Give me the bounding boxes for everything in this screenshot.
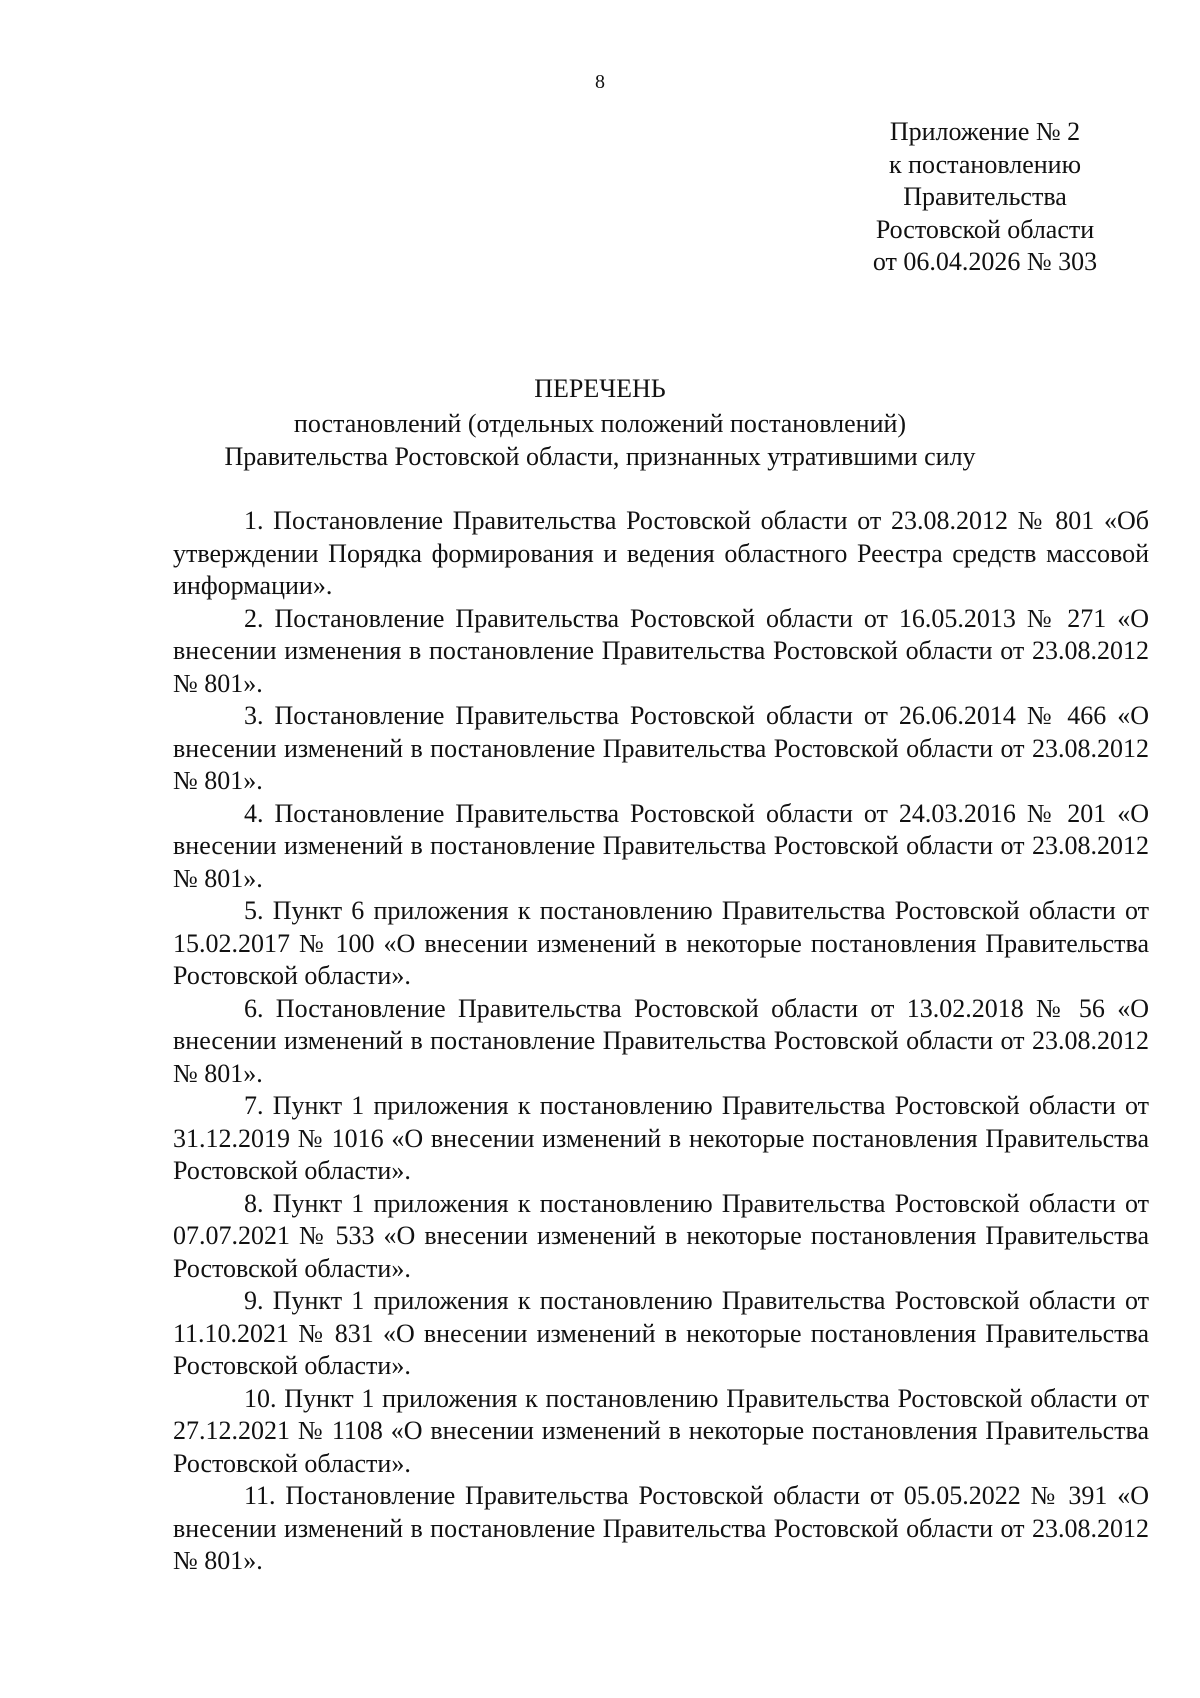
subtitle-line: постановлений (отдельных положений постановлений) [293,409,907,438]
list-item: 8. Пункт 1 приложения к постановлению Правительства Ростовской области от 07.07.2021 № 533 «О внесении изменений в некоторые постановления Правительства Ростовской области». [173,1188,1149,1283]
appendix-line: Приложение № 2 [889,117,1081,146]
subtitle-line: Правительства Ростовской области, признанных утратившими силу [224,441,976,471]
list-item: 4. Постановление Правительства Ростовской области от 24.03.2016 № 201 «О внесении изменений в постановление Правительства Ростовской области от 23.08.2012 № 801». [173,798,1149,893]
document-title: ПЕРЕЧЕНЬ [534,374,666,403]
appendix-line: от 06.04.2026 № 303 [872,247,1098,276]
resolution-list [173,505,1149,1578]
page-number: 8 [595,71,605,93]
document-subtitle [0,408,1200,473]
appendix-header [820,116,1150,279]
list-item: 10. Пункт 1 приложения к постановлению Правительства Ростовской области от 27.12.2021 № 1108 «О внесении изменений в некоторые постановления Правительства Ростовской области». [173,1383,1149,1478]
list-item: 1. Постановление Правительства Ростовской области от 23.08.2012 № 801 «Об утверждении Порядка формирования и ведения областного Реестра средств массовой информации». [173,506,1149,600]
appendix-line: Ростовской области [875,214,1095,244]
list-item: 2. Постановление Правительства Ростовской области от 16.05.2013 № 271 «О внесении изменения в постановление Правительства Ростовской области от 23.08.2012 № 801». [173,603,1149,698]
list-item: 3. Постановление Правительства Ростовской области от 26.06.2014 № 466 «О внесении изменений в постановление Правительства Ростовской области от 23.08.2012 № 801». [173,701,1149,795]
list-item: 6. Постановление Правительства Ростовской области от 13.02.2018 № 56 «О внесении изменений в постановление Правительства Ростовской области от 23.08.2012 № 801». [173,993,1149,1088]
appendix-line: к постановлению [888,149,1082,179]
list-item: 7. Пункт 1 приложения к постановлению Правительства Ростовской области от 31.12.2019 № 1016 «О внесении изменений в некоторые постановления Правительства Ростовской области». [173,1091,1149,1185]
list-item: 9. Пункт 1 приложения к постановлению Правительства Ростовской области от 11.10.2021 № 831 «О внесении изменений в некоторые постановления Правительства Ростовской области». [173,1286,1149,1380]
appendix-line: Правительства [903,182,1067,211]
list-item: 11. Постановление Правительства Ростовской области от 05.05.2022 № 391 «О внесении изменений в постановление Правительства Ростовской области от 23.08.2012 № 801». [173,1481,1149,1575]
list-item: 5. Пункт 6 приложения к постановлению Правительства Ростовской области от 15.02.2017 № 100 «О внесении изменений в некоторые постановления Правительства Ростовской области». [173,896,1149,990]
